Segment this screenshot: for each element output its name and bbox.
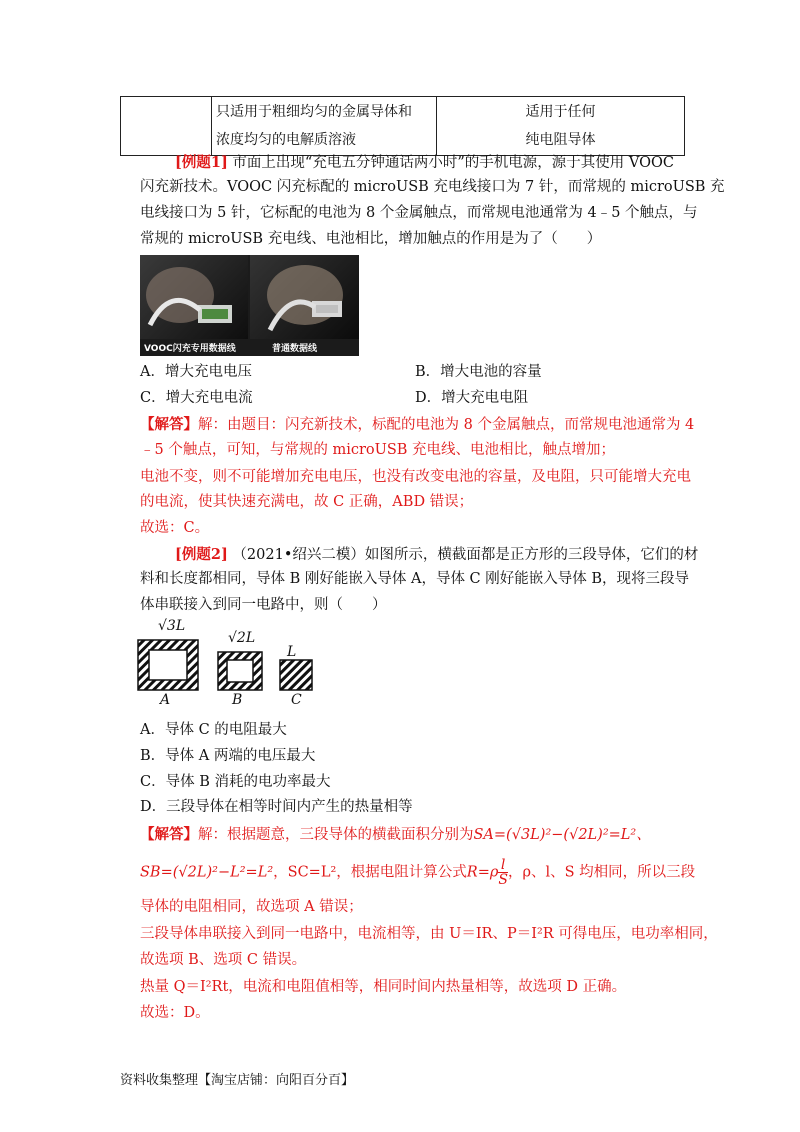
formula-fraction [498,858,508,887]
example1-question-line: 电线接口为 5 针，它标配的电池为 8 个金属触点，而常规电池通常为 4﹣5 个触点，与 [140,205,698,221]
option-c: C．增大充电电流 [140,390,253,406]
answer-text: ，ρ、l、S 均相同，所以三段 [507,864,696,881]
label-a: A [160,692,171,708]
example2-answer-line: 故选：D。 [140,1005,210,1021]
cell-text: 纯电阻导体 [525,132,596,148]
cell-text: 适用于任何 [525,104,596,120]
formula-r: R=ρ [466,864,499,881]
page-footer: 资料收集整理【淘宝店铺：向阳百分百】 [120,1073,355,1088]
example1-answer-line: 的电流，使其快速充满电，故 C 正确，ABD 错误； [140,494,474,510]
example2-question-line: 体串联接入到同一电路中，则（ ） [140,597,387,613]
example1-answer-line: ﹣5 个触点，可知，与常规的 microUSB 充电线、电池相比，触点增加； [140,442,616,458]
example1-question-line [175,150,674,176]
example1-answer-line [140,412,694,438]
example2-answer-line [140,858,695,887]
example1-tag: [例题1] [175,154,228,171]
vooc-cable-image [140,255,248,339]
label-b: B [232,692,243,708]
example2-answer-line: 故选项 B、选项 C 错误。 [140,952,307,968]
example1-question-line: 常规的 microUSB 充电线、电池相比，增加触点的作用是为了（ ） [140,231,602,247]
table-row [121,97,685,156]
photo-caption-right: 普通数据线 [272,344,318,354]
formula-sb: SB=(√2L)²−L²=L² [140,864,274,881]
normal-cable-image [250,255,359,339]
answer-text: 解：根据题意，三段导体的横截面积分别为 [198,827,474,843]
table-cell-empty [121,97,212,156]
table-cell-applicability-1 [212,97,437,156]
label-b-side: √2L [228,630,256,646]
option-a: A．增大充电电压 [140,364,252,380]
option-d: D．增大充电电阻 [415,390,529,406]
example2-answer-line: 热量 Q＝I²Rt，电流和电阻值相等，相同时间内热量相等，故选项 D 正确。 [140,979,627,995]
formula-sc: ，SC=L²，根据电阻计算公式 [273,864,467,881]
answer-tag: 【解答】 [140,826,198,843]
example2-question-line: 料和长度都相同，导体 B 刚好能嵌入导体 A，导体 C 刚好能嵌入导体 B，现将三段导 [140,571,690,587]
conductor-c-shape [280,660,312,690]
example1-text: 市面上出现“充电五分钟通话两小时”的手机电源，源于其使用 VOOC [232,155,674,171]
charging-cable-photo [140,255,359,356]
answer-text: 解：由题目：闪充新技术，标配的电池为 8 个金属触点，而常规电池通常为 4 [198,417,695,433]
example2-answer-line: 三段导体串联接入到同一电路中，电流相等，由 U＝IR、P＝I²R 可得电压，电功率相同， [140,926,718,942]
formula-sa: SA=(√3L)²−(√2L)²=L²、 [473,827,651,843]
comparison-table [120,96,685,156]
label-c: C [291,692,302,708]
conductor-b-shape [218,652,262,690]
example1-question-line: 闪充新技术。VOOC 闪充标配的 microUSB 充电线接口为 7 针，而常规的 microUSB 充 [140,179,725,195]
example1-answer-line: 故选：C。 [140,520,210,536]
example2-text: （2021•绍兴二模）如图所示，横截面都是正方形的三段导体，它们的材 [232,547,699,563]
option-b: B．增大电池的容量 [415,364,542,380]
example2-answer-line: 导体的电阻相同，故选项 A 错误； [140,899,363,915]
fraction-denominator: S [498,872,508,888]
example2-tag: [例题2] [175,546,228,563]
option-a: A．导体 C 的电阻最大 [140,722,287,738]
example2-answer-line [140,822,651,848]
option-c: C．导体 B 消耗的电功率最大 [140,774,331,790]
table-cell-applicability-2 [437,97,685,156]
example2-question-line [175,542,698,568]
example1-answer-line: 电池不变，则不可能增加充电电压，也没有改变电池的容量，及电阻，只可能增大充电 [140,469,691,485]
label-a-side: √3L [158,618,186,634]
fraction-numerator: l [498,858,508,873]
conductor-a-shape [138,640,198,690]
option-d: D．三段导体在相等时间内产生的热量相等 [140,799,413,815]
cell-text: 只适用于粗细均匀的金属导体和 [216,104,412,120]
option-b: B．导体 A 两端的电压最大 [140,748,316,764]
cell-text: 浓度均匀的电解质溶液 [216,132,356,148]
label-c-side: L [287,644,297,660]
answer-tag: 【解答】 [140,416,198,433]
photo-caption-left: VOOC闪充专用数据线 [144,344,236,354]
